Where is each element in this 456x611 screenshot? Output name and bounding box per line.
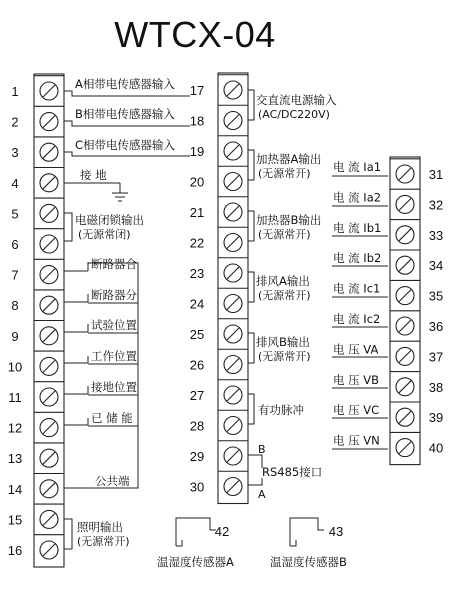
label-ground: 接 地 [80,168,107,182]
wire-t5 [64,213,72,241]
right-terminal-label: 电 流 Ib1 [333,220,382,235]
left-terminal-screw-slot [43,269,55,281]
right-terminal-label: 电 压 VC [333,403,380,418]
right-terminal-label: 电 流 Ia1 [333,160,382,174]
label-light-out: 照明输出 [77,520,123,534]
label-fan-b-note: (无源常开) [258,350,311,363]
sensor-b-label: 温湿度传感器B [270,555,347,569]
middle-terminal-number: 30 [189,479,205,495]
middle-terminal-screw-slot [227,84,239,96]
label-common: 公共端 [95,474,130,488]
right-terminal-label: 电 流 Ic1 [333,281,381,296]
middle-terminal-number: 24 [189,296,205,312]
left-terminal-screw-slot [43,116,55,128]
left-terminal-number: 13 [7,451,23,467]
left-terminal-screw-slot [43,483,55,495]
left-terminal-screw-slot [43,330,55,342]
label-lock-out-note: (无源常闭) [78,228,131,241]
middle-terminal-screw-slot [227,206,239,218]
label-power-in-note: (AC/DC220V) [258,108,330,121]
wire-t21-22 [248,211,254,241]
wire-t25-26 [248,333,254,363]
middle-terminal-screw-slot [227,267,239,279]
label-heater-b: 加热器B输出 [256,213,322,227]
middle-terminal-screw-slot [227,237,239,249]
left-terminal-number: 15 [7,512,23,528]
left-terminal-screw-slot [43,238,55,250]
middle-terminal-number: 28 [189,418,205,434]
label-lock-out: 电磁闭锁输出 [75,213,144,227]
label-stored-energy: 已 储 能 [91,411,133,425]
right-terminal-label: 电 压 VA [333,342,379,357]
middle-terminal-screw-slot [227,145,239,157]
right-terminal-label: 电 流 Ia2 [333,190,382,205]
left-terminal-screw-slot [43,177,55,189]
left-terminal-number: 3 [11,145,19,161]
label-active-pulse: 有功脉冲 [258,403,304,417]
label-power-in: 交直流电源输入 [256,93,337,107]
label-test-position: 试验位置 [91,318,137,332]
middle-terminal-screw-slot [227,176,239,188]
left-terminal-number: 4 [11,175,19,191]
left-terminal-screw-slot [43,544,55,556]
wire-t15-16 [64,519,72,549]
right-terminal-screw-slot [399,320,411,332]
right-terminal-screw-slot [399,442,411,454]
left-terminal-number: 8 [11,298,19,314]
label-heater-a-note: (无源常开) [258,167,311,180]
middle-terminal-screw-slot [227,481,239,493]
middle-terminal-screw-slot [227,328,239,340]
middle-terminal-number: 21 [189,205,205,220]
label-breaker-open: 断路器分 [91,288,137,302]
right-terminal-screw-slot [399,259,411,271]
right-terminal-label: 电 压 VB [333,372,380,387]
wire-t30 [248,478,262,485]
label-breaker-close: 断路器合 [91,257,137,271]
middle-terminal-number: 27 [189,388,205,403]
sensor-b-symbol [290,518,324,546]
left-terminal-number: 16 [7,543,23,558]
left-terminal-number: 11 [8,390,22,405]
left-terminal-screw-slot [43,299,55,311]
right-terminal-label: 电 流 Ic2 [333,312,381,326]
wire-t2 [64,121,190,126]
label-fan-b: 排风B输出 [256,335,310,349]
label-a-phase: A相带电传感器输入 [75,77,175,91]
label-rs485: RS485接口 [262,465,323,479]
left-terminal-number: 7 [11,267,19,283]
middle-terminal-number: 22 [189,235,205,251]
wire-t1 [64,91,190,96]
right-terminal-screw-slot [399,229,411,241]
middle-terminal-screw-slot [227,450,239,462]
left-terminal-number: 5 [11,206,19,222]
right-terminal-screw-slot [399,411,411,423]
sensor-a-label: 温湿度传感器A [157,555,234,569]
right-terminal-screw-slot [399,381,411,393]
label-ground-position: 接地位置 [91,380,137,394]
left-terminal-screw-slot [43,85,55,97]
label-b-phase: B相带电传感器输入 [75,107,175,121]
wire-t3 [64,152,190,156]
wire-t29 [248,455,262,468]
right-terminal-number: 33 [428,227,444,243]
left-terminal-screw-slot [43,422,55,434]
middle-terminal-number: 18 [189,113,205,129]
middle-terminal-screw-slot [227,115,239,127]
middle-terminal-screw-slot [227,420,239,432]
label-heater-b-note: (无源常开) [258,228,311,241]
wire-t23-24 [248,272,254,302]
left-terminal-screw-slot [43,207,55,219]
left-terminal-screw-slot [43,146,55,158]
right-terminal-screw-slot [399,198,411,210]
label-fan-a-note: (无源常开) [258,289,311,302]
right-terminal-label: 电 流 Ib2 [333,251,382,266]
middle-terminal-number: 17 [189,83,205,98]
left-terminal-number: 9 [11,328,19,344]
right-terminal-screw-slot [399,350,411,362]
middle-terminal-screw-slot [227,298,239,310]
wire-t27-28 [248,394,254,424]
sensor-b-number: 43 [328,524,344,539]
label-heater-a: 加热器A输出 [256,152,322,166]
middle-terminal-number: 20 [189,174,205,190]
diagram-title: WTCX-04 [114,14,276,55]
left-terminal-number: 1 [11,84,19,99]
left-terminal-number: 6 [11,237,19,252]
left-terminal-screw-slot [43,513,55,525]
middle-terminal-number: 23 [189,266,205,281]
right-terminal-number: 36 [428,319,444,334]
left-terminal-number: 2 [11,114,19,130]
wire-t19-20 [248,150,254,180]
right-terminal-number: 38 [428,379,444,395]
middle-terminal-number: 29 [189,449,205,464]
middle-terminal-number: 25 [189,327,205,342]
right-terminal-number: 35 [428,288,444,304]
right-terminal-number: 39 [428,410,444,426]
sensor-a-symbol [176,518,216,546]
right-terminal-label: 电 压 VN [333,433,380,448]
left-terminal-number: 12 [7,420,23,436]
label-light-out-note: (无源常开) [77,535,130,548]
right-terminal-screw-slot [399,168,411,180]
right-terminal-screw-slot [399,290,411,302]
wire-t17-18 [248,90,254,120]
middle-terminal-screw-slot [227,389,239,401]
label-rs485-a: A [258,488,266,501]
label-rs485-b: B [258,443,266,456]
left-terminal-screw-slot [43,452,55,464]
middle-terminal-number: 19 [189,144,205,159]
right-terminal-number: 32 [428,197,444,213]
right-terminal-number: 34 [428,258,444,274]
right-terminal-number: 31 [428,167,444,182]
right-terminal-number: 37 [428,349,444,365]
left-terminal-number: 10 [7,359,23,375]
label-fan-a: 排风A输出 [256,274,310,288]
label-work-position: 工作位置 [91,349,137,363]
right-terminal-number: 40 [428,440,444,456]
sensor-a-number: 42 [214,524,230,539]
left-terminal-screw-slot [43,391,55,403]
ground-symbol [112,183,128,201]
middle-terminal-number: 26 [189,357,205,373]
middle-terminal-screw-slot [227,359,239,371]
left-terminal-screw-slot [43,360,55,372]
label-c-phase: C相带电传感器输入 [75,138,176,152]
left-terminal-number: 14 [7,481,23,497]
